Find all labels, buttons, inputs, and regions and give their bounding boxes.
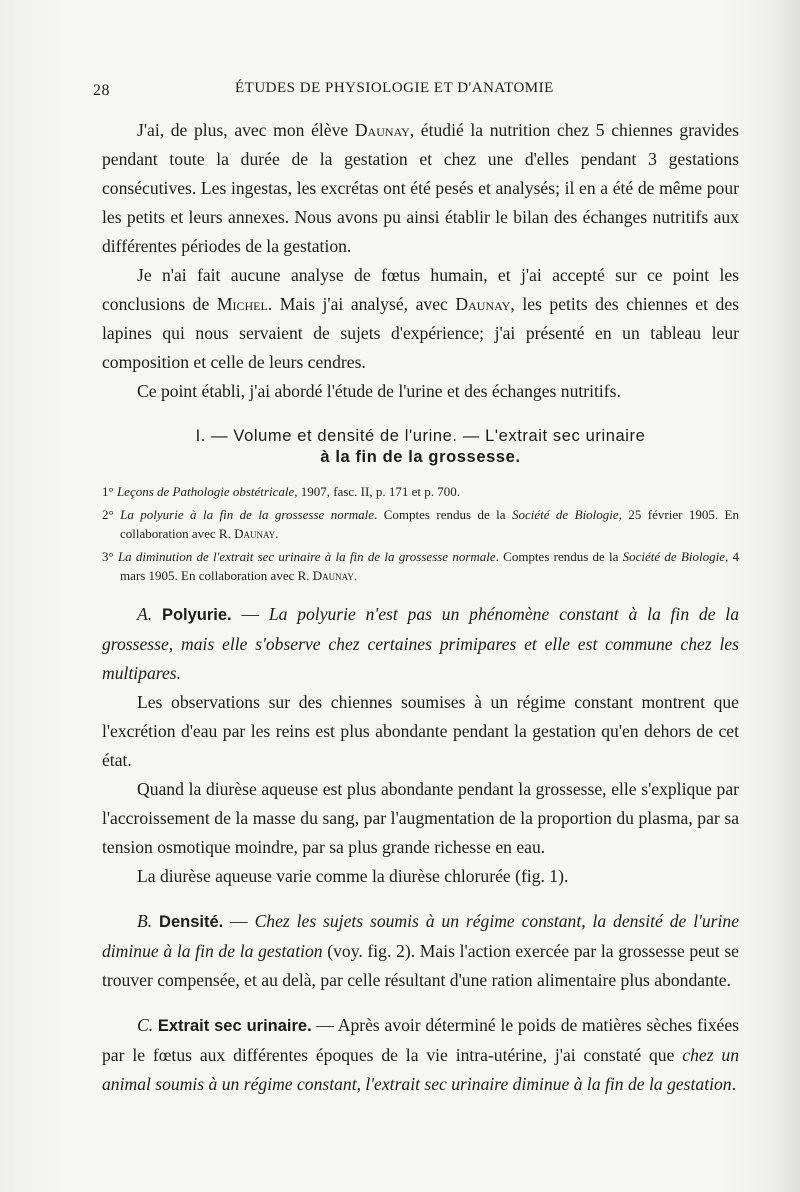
ref-journal: Société de Biologie: [622, 548, 725, 564]
subsection-letter: B.: [137, 910, 153, 931]
subsection-thesis: Chez les sujets soumis à un régime constant, la densité de l'urine diminue à la fin de la gestation: [102, 910, 740, 961]
running-title: ÉTUDES DE PHYSIOLOGIE ET D'ANATOMIE: [235, 80, 554, 96]
paragraph-polyurie-observations: Les observations sur des chiennes soumises à un régime constant montrent que l'excrétion d'eau par les reins est plus abondante pendant la gestation qu'en dehors de cet état.: [102, 691, 739, 770]
ref-end: .: [275, 526, 279, 541]
text-run: , les petits des chiennes et des lapines qui nous servaient de sujets d'expérience; j'ai présenté en un tableau leur composition et celle de leurs cendres.: [102, 294, 739, 372]
section-heading-line2: à la fin de la grossesse.: [320, 448, 521, 466]
page-body: [102, 116, 739, 1099]
paragraph-polyurie-explanation: Quand la diurèse aqueuse est plus abondante pendant la grossesse, elle s'explique par l'accroissement de la masse du sang, par l'augmentation de la proportion du plasma, par sa tension osmotique moindre, par sa plus grande richesse en eau.: [102, 778, 739, 857]
page-number: 28: [93, 82, 110, 99]
text-run: Après avoir déterminé le poids de matières sèches fixées par le fœtus aux différentes époques de la vie intra-utérine, j'ai constaté que: [102, 1014, 739, 1065]
dash: —: [231, 603, 269, 624]
ref-details: , 25 février 1905. En collaboration avec R.: [120, 506, 739, 541]
ref-title: Leçons de Pathologie obstétricale: [116, 484, 295, 499]
running-header: [93, 80, 733, 104]
section-heading: [122, 426, 719, 468]
paragraph-fetus-analysis: [102, 261, 739, 377]
subsection-polyurie: [102, 600, 739, 688]
page-edge-shadow: [770, 0, 800, 1192]
text-run: Je n'ai fait aucune analyse de fœtus humain, et j'ai accepté sur ce point les conclusions de: [102, 265, 739, 314]
subsection-title: Polyurie.: [161, 605, 232, 624]
text-run: (voy. fig. 2). Mais l'action exercée par la grossesse peut se trouver compensée, et au delà, par celle résultant d'une ration alimentaire plus abondante.: [102, 940, 739, 990]
ref-title: La polyurie à la fin de la grossesse normale: [120, 506, 375, 522]
ref-author: Daunay: [312, 568, 354, 583]
ref-details: , 4 mars 1905. En collaboration avec R.: [120, 548, 739, 583]
text-run: . Mais j'ai analysé, avec: [267, 294, 456, 314]
ref-title: La diminution de l'extrait sec urinaire à la fin de la grossesse normale: [117, 548, 496, 564]
subsection-extrait-sec: [102, 1011, 739, 1099]
subsection-letter: C.: [137, 1014, 154, 1035]
paragraph-urine-study: Ce point établi, j'ai abordé l'étude de l'urine et des échanges nutritifs.: [137, 381, 621, 401]
subsection-title: Extrait sec urinaire.: [157, 1016, 312, 1035]
author-name: Michel: [216, 294, 268, 314]
ref-end: .: [353, 568, 358, 583]
ref-details: . Comptes rendus de la: [374, 506, 512, 522]
ref-journal: Société de Biologie: [511, 506, 619, 522]
paragraph-nutrition-study: [102, 116, 739, 261]
ref-number: 2°: [102, 506, 121, 522]
section-heading-line1: I. — Volume et densité de l'urine. — L'extrait sec urinaire: [195, 427, 646, 445]
paragraph-polyurie-chloride: La diurèse aqueuse varie comme la diurèse chlorurée (fig. 1).: [137, 865, 569, 886]
subsection-densite: [102, 907, 739, 995]
reference-item: [102, 547, 739, 586]
ref-number: 1°: [102, 484, 117, 499]
reference-list: [102, 482, 739, 586]
author-name: Daunay: [354, 120, 410, 140]
reference-item: [102, 482, 739, 502]
subsection-thesis: chez un animal soumis à un régime constant, l'extrait sec urinaire diminue à la fin de la gestation: [102, 1044, 739, 1094]
author-name: Daunay: [455, 294, 511, 314]
ref-number: 3°: [102, 548, 118, 564]
subsection-letter: A.: [137, 603, 153, 624]
ref-author: Daunay: [234, 526, 276, 541]
ref-details: , 1907, fasc. II, p. 171 et p. 700.: [294, 484, 460, 499]
ref-details: . Comptes rendus de la: [495, 548, 623, 564]
subsection-thesis: La polyurie n'est pas un phénomène constant à la fin de la grossesse, mais elle s'observe chez certaines primipares et elle est commune chez les multipares.: [102, 603, 739, 683]
text-run: , étudié la nutrition chez 5 chiennes gravides pendant toute la durée de la gestation et chez une d'elles pendant 3 gestations consécutives. Les ingestas, les excrétas ont été pesés et analysés; il en a été de même pour les petits et leurs annexes. Nous avons pu ainsi établir le bilan des échanges nutritifs aux différentes périodes de la gestation.: [102, 120, 740, 256]
subsection-title: Densité.: [159, 912, 224, 931]
dash: —: [311, 1014, 338, 1035]
text-run: .: [731, 1073, 736, 1094]
reference-item: [102, 505, 739, 544]
dash: —: [223, 910, 255, 931]
text-run: J'ai, de plus, avec mon élève: [137, 120, 355, 140]
